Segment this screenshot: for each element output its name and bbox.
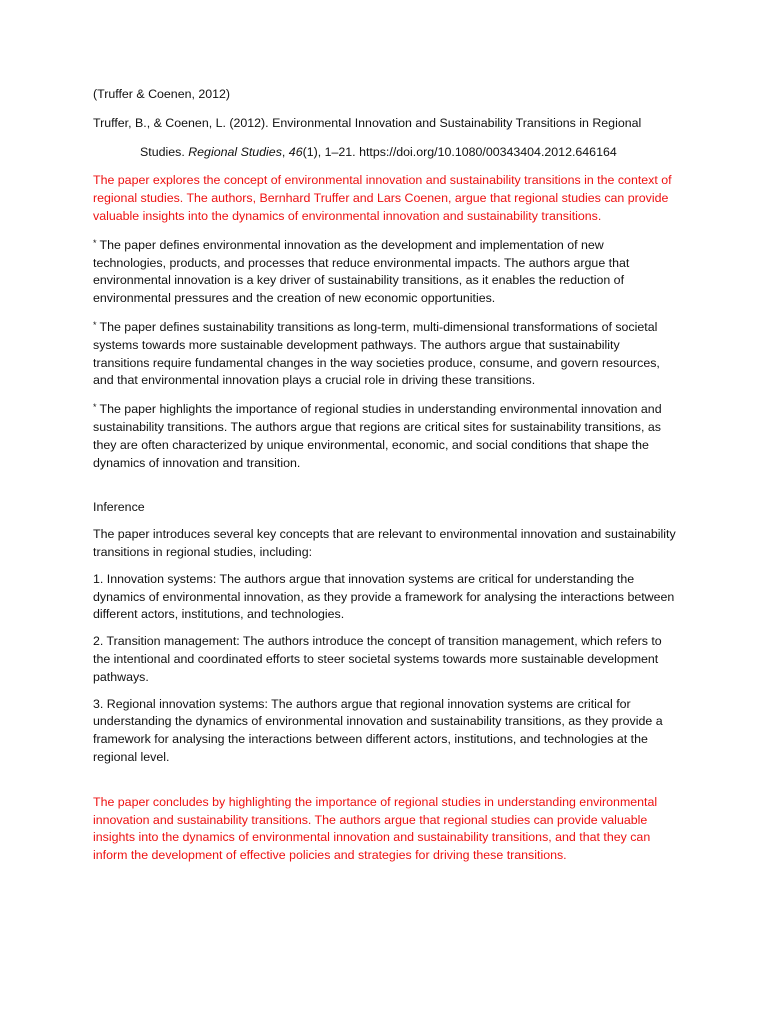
summary-intro-paragraph: The paper explores the concept of environmental innovation and sustainability transitions in the context of regional studies. The authors, Bernhard Truffer and Lars Coenen, argue that regional studies can provide valuable insights into the dynamics of environmental innovation and sustainability transitions.	[93, 173, 672, 223]
conclusion-paragraph: The paper concludes by highlighting the importance of regional studies in understanding environmental innovation and sustainability transitions. The authors argue that regional studies can provide valuable insights into the dynamics of environmental innovation and sustainability transitions, and that they can inform the development of effective policies and strategies for driving these transitions.	[93, 794, 658, 863]
reference-separator: ,	[281, 144, 289, 159]
reference-line-2	[93, 144, 678, 162]
bullet-text: The paper defines sustainability transitions as long-term, multi-dimensional transformations of societal systems towards more sustainable development pathways. The authors argue that sustainability transitions require fundamental changes in the way societies produce, consume, and govern resources, and that environmental innovation plays a crucial role in driving these transitions.	[93, 319, 660, 388]
bullet-marker: *	[93, 402, 97, 413]
inference-item: 2. Transition management: The authors introduce the concept of transition management, which refers to the intentional and coordinated efforts to steer societal systems towards more sustainable development pathways.	[93, 634, 662, 684]
bullet-paragraph	[93, 317, 678, 390]
inference-item: 1. Innovation systems: The authors argue that innovation systems are critical for understanding the dynamics of environmental innovation, as they provide a framework for analysing the interactions between different actors, institutions, and technologies.	[93, 571, 675, 622]
bullet-marker: *	[93, 319, 97, 330]
reference-prefix: Studies.	[140, 144, 189, 159]
blank-line	[93, 481, 678, 499]
in-text-citation: (Truffer & Coenen, 2012)	[93, 87, 231, 101]
journal-volume: 46	[288, 144, 303, 159]
bullet-paragraph	[93, 235, 678, 308]
bullet-text: The paper highlights the importance of regional studies in understanding environmental innovation and sustainability transitions. The authors argue that regions are critical sites for sustainability transitions, as they are often characterized by unique environmental, economic, and social conditions that shape the dynamics of innovation and transition.	[93, 402, 662, 470]
inference-item: 3. Regional innovation systems: The authors argue that regional innovation systems are critical for understanding the dynamics of environmental innovation and sustainability transitions, as they provide a framework for analysing the interactions between different actors, institutions, and technologies at the regional level.	[93, 696, 663, 764]
blank-line	[93, 776, 678, 794]
inference-heading: Inference	[93, 500, 145, 515]
reference-line-1: Truffer, B., & Coenen, L. (2012). Environmental Innovation and Sustainability Transitions in Regional	[93, 115, 642, 130]
bullet-text: The paper defines environmental innovation as the development and implementation of new technologies, products, and processes that reduce environmental impacts. The authors argue that environmental innovation is a key driver of sustainability transitions, as it enables the reduction of environmental pressures and the creation of new economic opportunities.	[93, 237, 630, 306]
document-page	[93, 86, 678, 874]
journal-title: Regional Studies	[188, 144, 282, 159]
bullet-marker: *	[93, 237, 97, 248]
bullet-paragraph	[93, 399, 678, 472]
inference-intro: The paper introduces several key concepts that are relevant to environmental innovation and sustainability transitions in regional studies, including:	[93, 527, 676, 559]
reference-suffix: (1), 1–21. https://doi.org/10.1080/00343404.2012.646164	[302, 144, 617, 159]
